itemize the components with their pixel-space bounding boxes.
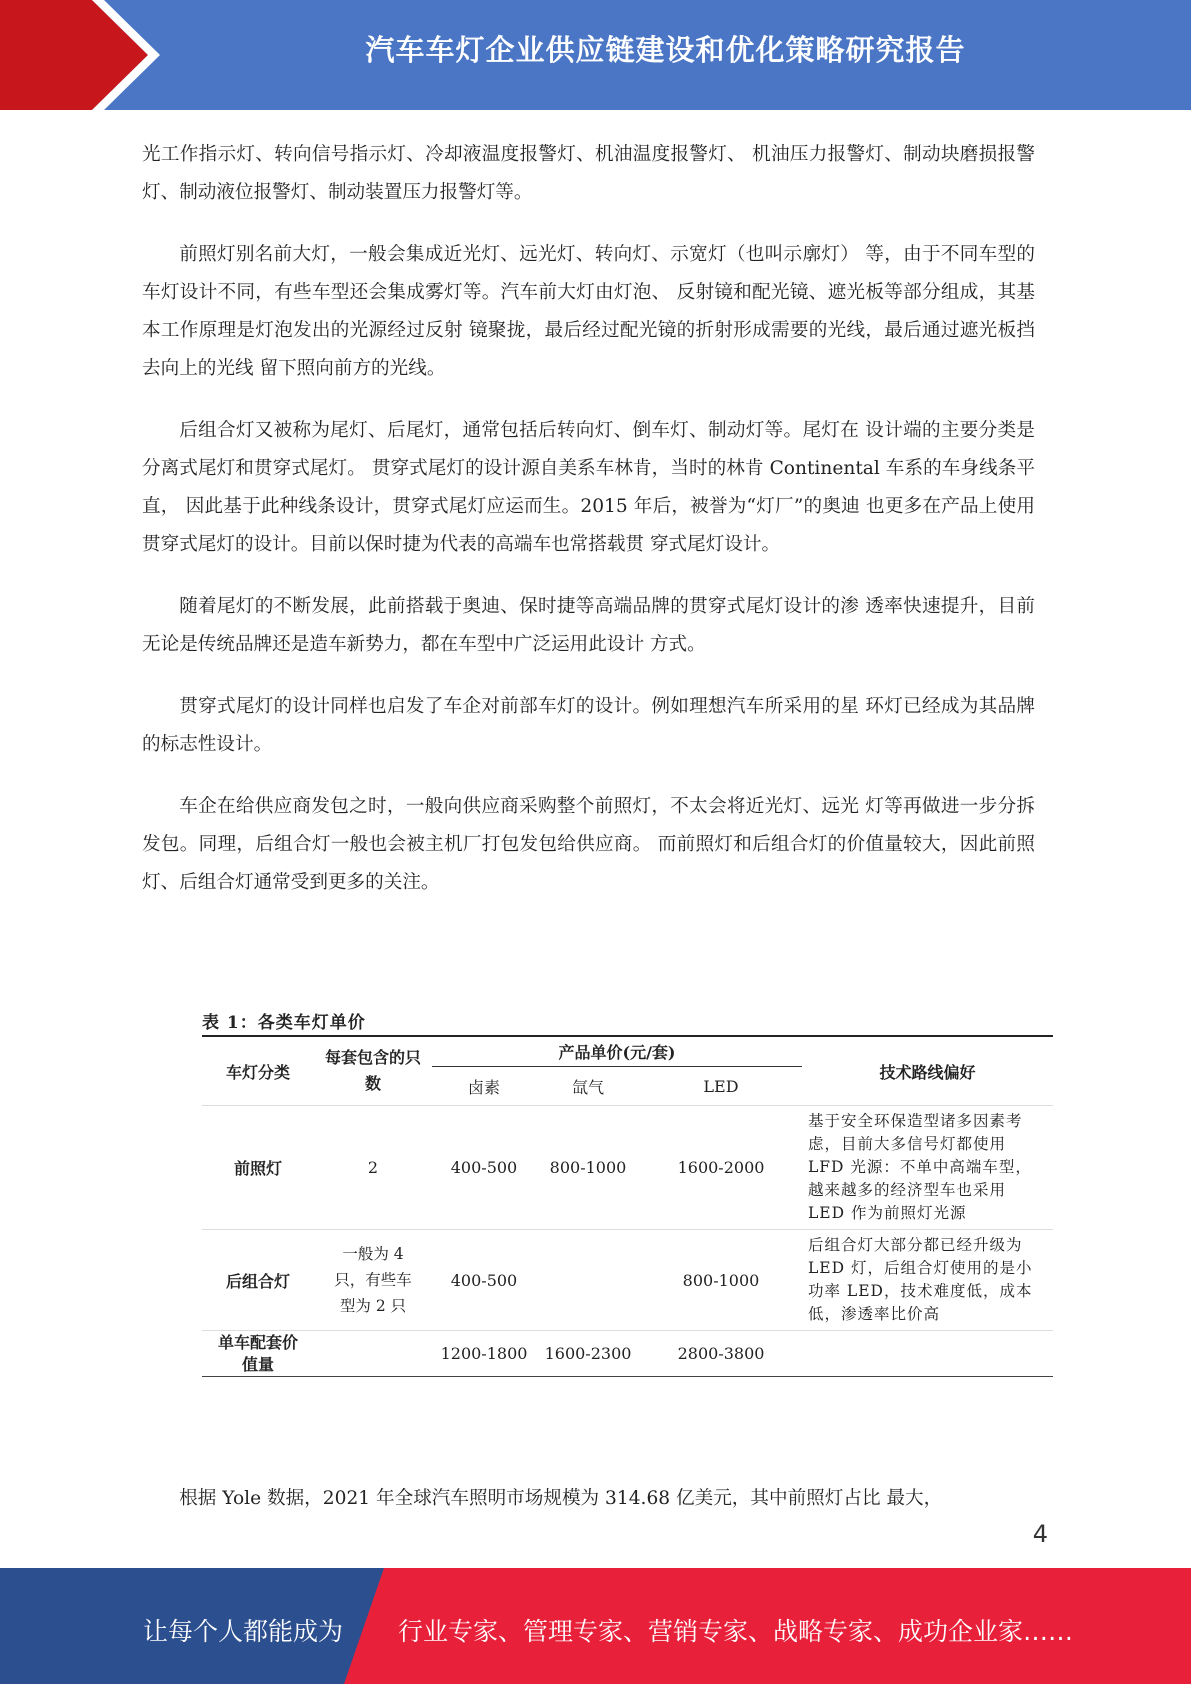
cell-count: 一般为 4 只，有些车型为 2 只 <box>314 1230 432 1331</box>
price-table-section <box>202 1008 1053 1377</box>
cell-xenon-price: 1600-2300 <box>536 1331 640 1377</box>
cell-lamp-type: 单车配套价值量 <box>202 1331 314 1377</box>
paragraph-rear-lamp-trend: 随着尾灯的不断发展，此前搭载于奥迪、保时捷等高端品牌的贯穿式尾灯设计的渗 透率快速提升，目前无论是传统品牌还是造车新势力，都在车型中广泛运用此设计 方式。 <box>142 596 1035 655</box>
cell-led-price: 2800-3800 <box>640 1331 802 1377</box>
page-header <box>0 0 1191 110</box>
cell-led-price: 800-1000 <box>640 1230 802 1331</box>
paragraph-procurement: 车企在给供应商发包之时，一般向供应商采购整个前照灯，不太会将近光灯、远光 灯等再做进一步分拆发包。同理，后组合灯一般也会被主机厂打包发包给供应商。 而前照灯和后组合灯的价值量较大，因此前照灯、后组合灯通常受到更多的关注。 <box>142 796 1035 893</box>
document-body <box>142 136 1035 926</box>
cell-halogen-price: 400-500 <box>432 1230 536 1331</box>
table-row <box>202 1331 1053 1377</box>
paragraph-front-design: 贯穿式尾灯的设计同样也启发了车企对前部车灯的设计。例如理想汽车所采用的星 环灯已经成为其品牌的标志性设计。 <box>142 696 1035 755</box>
table-row <box>202 1230 1053 1331</box>
report-title: 汽车车灯企业供应链建设和优化策略研究报告 <box>365 33 966 67</box>
footer-slogan-left: 让每个人都能成为 <box>143 1617 344 1646</box>
cell-tech-preference: 基于安全环保造型诸多因素考虑，目前大多信号灯都使用 LFD 光源：不单中高端车型，越来越多的经济型车也采用 LED 作为前照灯光源 <box>802 1106 1053 1230</box>
cell-count: 2 <box>314 1106 432 1230</box>
table-caption: 表 1：各类车灯单价 <box>202 1013 366 1033</box>
paragraph-headlamp: 前照灯别名前大灯，一般会集成近光灯、远光灯、转向灯、示宽灯（也叫示廓灯） 等，由于不同车型的车灯设计不同，有些车型还会集成雾灯等。汽车前大灯由灯泡、 反射镜和配光镜、遮光板等部分组成，其基本工作原理是灯泡发出的光源经过反射 镜聚拢，最后经过配光镜的折射形成需要的光线，最后通过遮光板挡去向上的光线 留下照向前方的光线。 <box>142 244 1035 379</box>
header-unit-price: 产品单价(元/套) <box>558 1043 676 1063</box>
cell-tech-preference <box>802 1331 1053 1377</box>
cell-halogen-price: 1200-1800 <box>432 1331 536 1377</box>
paragraph-indicator-lights: 光工作指示灯、转向信号指示灯、冷却液温度报警灯、机油温度报警灯、 机油压力报警灯、制动块磨损报警灯、制动液位报警灯、制动装置压力报警灯等。 <box>142 144 1035 203</box>
header-tech-preference: 技术路线偏好 <box>879 1062 976 1082</box>
table-row <box>202 1106 1053 1230</box>
header-led: LED <box>640 1067 802 1106</box>
lamp-price-table <box>202 1035 1053 1377</box>
page-number: 4 <box>1032 1520 1048 1548</box>
header-lamp-type: 车灯分类 <box>225 1062 290 1082</box>
paragraph-rear-lamp: 后组合灯又被称为尾灯、后尾灯，通常包括后转向灯、倒车灯、制动灯等。尾灯在 设计端的主要分类是分离式尾灯和贯穿式尾灯。 贯穿式尾灯的设计源自美系车林肯，当时的林肯 Continental 车系的车身线条平直， 因此基于此种线条设计，贯穿式尾灯应运而生。2015 年后，被誉为“灯厂”的奥迪 也更多在产品上使用贯穿式尾灯的设计。目前以保时捷为代表的高端车也常搭载贯 穿式尾灯设计。 <box>142 420 1035 555</box>
header-count-per-set: 每套包含的只数 <box>324 1048 421 1093</box>
cell-lamp-type: 后组合灯 <box>202 1230 314 1331</box>
footer-slogan-right: 行业专家、管理专家、营销专家、战略专家、成功企业家…… <box>398 1617 1074 1646</box>
header-halogen: 卤素 <box>432 1067 536 1106</box>
cell-xenon-price: 800-1000 <box>536 1106 640 1230</box>
cell-count <box>314 1331 432 1377</box>
cell-tech-preference: 后组合灯大部分都已经升级为 LED 灯，后组合灯使用的是小功率 LED，技术难度低，成本低，渗透率比价高 <box>802 1230 1053 1331</box>
cell-led-price: 1600-2000 <box>640 1106 802 1230</box>
header-xenon: 氙气 <box>536 1067 640 1106</box>
paragraph-market-size: 根据 Yole 数据，2021 年全球汽车照明市场规模为 314.68 亿美元，其中前照灯占比 最大， <box>179 1488 943 1509</box>
cell-halogen-price: 400-500 <box>432 1106 536 1230</box>
page-footer <box>0 1568 1191 1684</box>
cell-lamp-type: 前照灯 <box>202 1106 314 1230</box>
cell-xenon-price <box>536 1230 640 1331</box>
